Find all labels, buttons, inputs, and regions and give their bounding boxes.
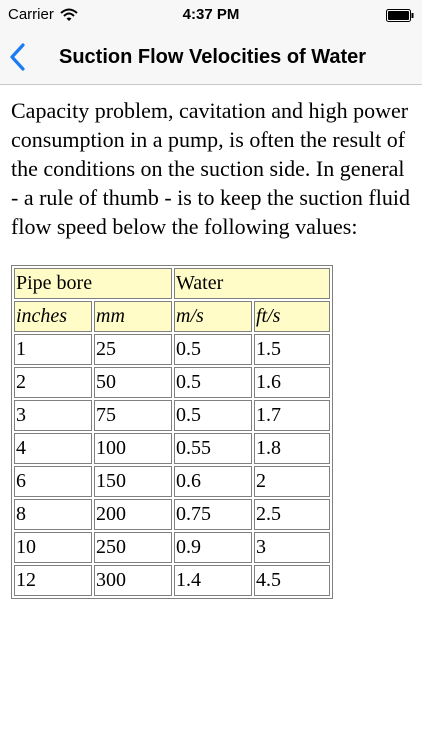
cell-inches: 8 — [14, 499, 92, 530]
cell-ft-per-s: 2.5 — [254, 499, 330, 530]
velocity-table — [11, 265, 333, 599]
cell-inches: 2 — [14, 367, 92, 398]
cell-mm: 25 — [94, 334, 172, 365]
table-row — [14, 367, 330, 398]
header-water: Water — [174, 268, 330, 299]
carrier-label: Carrier — [8, 6, 54, 23]
cell-m-per-s: 1.4 — [174, 565, 252, 596]
cell-mm: 250 — [94, 532, 172, 563]
status-time: 4:37 PM — [182, 6, 240, 23]
table-row — [14, 433, 330, 464]
table-row — [14, 466, 330, 497]
table-group-header-row — [14, 268, 330, 299]
cell-m-per-s: 0.75 — [174, 499, 252, 530]
table-row — [14, 334, 330, 365]
status-bar — [0, 0, 422, 30]
unit-mm: mm — [94, 301, 172, 332]
unit-ft-per-s: ft/s — [254, 301, 330, 332]
cell-mm: 200 — [94, 499, 172, 530]
intro-paragraph: Capacity problem, cavitation and high power consumption in a pump, is often the result of the conditions on the suction side. In general - a rule of thumb - is to keep the suction fluid flow speed below the following values: — [11, 98, 410, 239]
table-row — [14, 532, 330, 563]
cell-mm: 150 — [94, 466, 172, 497]
cell-m-per-s: 0.6 — [174, 466, 252, 497]
cell-ft-per-s: 3 — [254, 532, 330, 563]
cell-inches: 6 — [14, 466, 92, 497]
cell-ft-per-s: 1.5 — [254, 334, 330, 365]
cell-inches: 1 — [14, 334, 92, 365]
cell-m-per-s: 0.5 — [174, 367, 252, 398]
cell-ft-per-s: 1.7 — [254, 400, 330, 431]
cell-inches: 3 — [14, 400, 92, 431]
page-title: Suction Flow Velocities of Water — [59, 46, 367, 68]
cell-mm: 75 — [94, 400, 172, 431]
battery-icon — [386, 9, 414, 22]
cell-mm: 100 — [94, 433, 172, 464]
cell-ft-per-s: 2 — [254, 466, 330, 497]
cell-m-per-s: 0.55 — [174, 433, 252, 464]
cell-ft-per-s: 4.5 — [254, 565, 330, 596]
table-row — [14, 565, 330, 596]
table-row — [14, 400, 330, 431]
navigation-bar — [0, 30, 422, 85]
cell-m-per-s: 0.9 — [174, 532, 252, 563]
article-content — [11, 96, 416, 599]
header-pipe-bore: Pipe bore — [14, 268, 172, 299]
unit-m-per-s: m/s — [174, 301, 252, 332]
cell-ft-per-s: 1.6 — [254, 367, 330, 398]
cell-m-per-s: 0.5 — [174, 400, 252, 431]
cell-mm: 50 — [94, 367, 172, 398]
cell-inches: 12 — [14, 565, 92, 596]
cell-mm: 300 — [94, 565, 172, 596]
cell-inches: 10 — [14, 532, 92, 563]
unit-inches: inches — [14, 301, 92, 332]
cell-m-per-s: 0.5 — [174, 334, 252, 365]
cell-ft-per-s: 1.8 — [254, 433, 330, 464]
table-row — [14, 499, 330, 530]
cell-inches: 4 — [14, 433, 92, 464]
back-chevron-icon[interactable] — [8, 42, 30, 72]
table-unit-header-row — [14, 301, 330, 332]
